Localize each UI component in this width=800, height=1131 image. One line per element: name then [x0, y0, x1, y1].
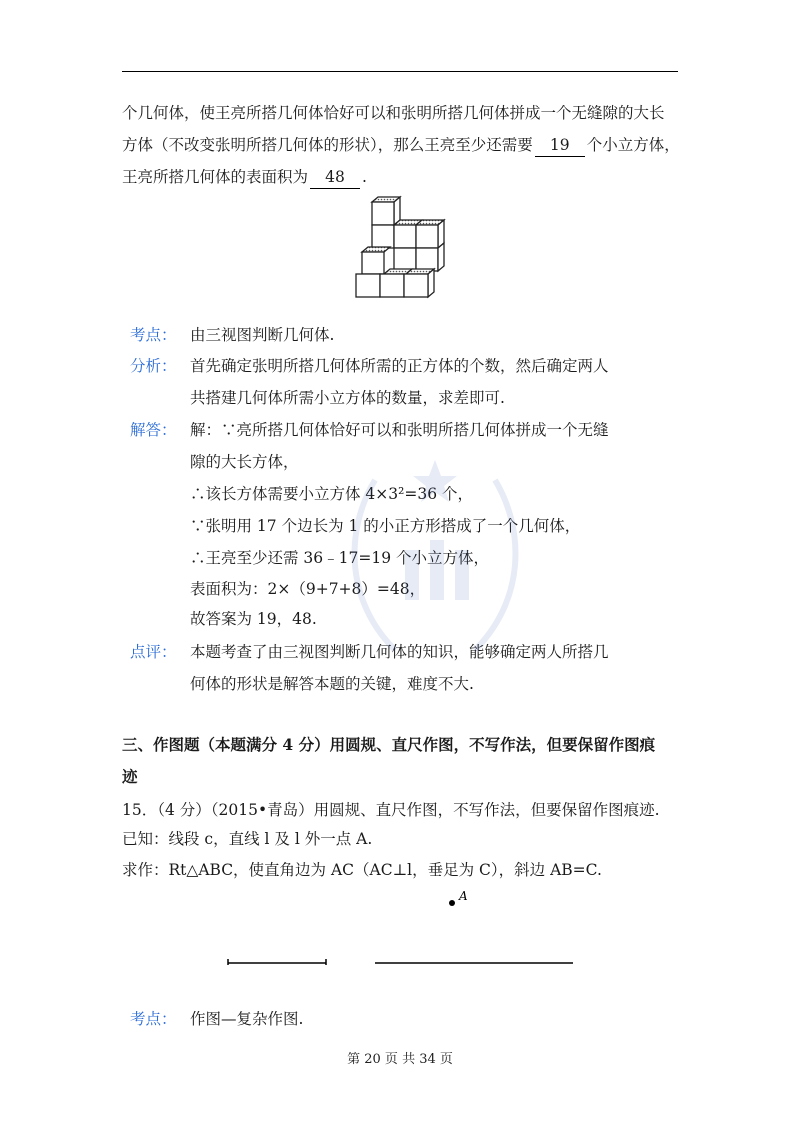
fenxi-line2: 共搭建几何体所需小立方体的数量，求差即可. — [190, 389, 505, 407]
answer-blank-2: 48 — [310, 166, 360, 189]
problem15-line2: 已知：线段 c，直线 l 及 l 外一点 A. — [122, 830, 373, 848]
cube-stack-figure — [350, 192, 450, 312]
jieda-line6: 表面积为：2×（9+7+8）=48， — [190, 580, 426, 598]
jieda-line4: ∵张明用 17 个边长为 1 的小正方形搭成了一个几何体， — [190, 517, 581, 535]
problem15-kaodian-text: 作图—复杂作图. — [190, 1010, 304, 1028]
dianping-label: 点评： — [130, 643, 177, 661]
problem14-line2-text-a: 方体（不改变张明所搭几何体的形状），那么王亮至少还需要 — [122, 136, 533, 154]
problem14-line3 — [122, 166, 367, 189]
section3-heading-line1: 三、作图题（本题满分 4 分）用圆规、直尺作图，不写作法，但要保留作图痕 — [122, 735, 656, 754]
construction-figure — [220, 885, 590, 975]
problem14-line2-text-b: 个小立方体， — [586, 136, 680, 154]
point-a-label: A — [459, 889, 468, 903]
fenxi-label: 分析： — [130, 357, 177, 375]
problem14-line3-text-b: . — [362, 168, 367, 186]
point-a-dot — [449, 900, 455, 906]
problem15-kaodian-label: 考点： — [130, 1010, 177, 1028]
dianping-line1: 本题考查了由三视图判断几何体的知识，能够确定两人所搭几 — [190, 643, 609, 661]
problem14-line3-text-a: 王亮所搭几何体的表面积为 — [122, 168, 309, 186]
jieda-label: 解答： — [130, 421, 177, 439]
fenxi-line1: 首先确定张明所搭几何体所需的正方体的个数，然后确定两人 — [190, 357, 609, 375]
problem14-line2 — [122, 134, 680, 157]
dianping-line2: 何体的形状是解答本题的关键，难度不大. — [190, 675, 474, 693]
section3-heading-line2: 迹 — [122, 767, 138, 786]
problem14-line1: 个几何体，使王亮所搭几何体恰好可以和张明所搭几何体拼成一个无缝隙的大长 — [122, 104, 665, 122]
watermark-emblem — [335, 440, 535, 690]
header-rule — [122, 71, 678, 72]
kaodian-text: 由三视图判断几何体. — [190, 326, 335, 344]
answer-blank-1: 19 — [535, 134, 585, 157]
segment-c — [228, 959, 326, 965]
page-footer: 第 20 页 共 34 页 — [347, 1052, 453, 1067]
problem15-line3: 求作：Rt△ABC，使直角边为 AC（AC⊥l，垂足为 C），斜边 AB=C. — [122, 861, 602, 879]
jieda-line2: 隙的大长方体， — [190, 453, 299, 471]
jieda-line1: 解：∵亮所搭几何体恰好可以和张明所搭几何体拼成一个无缝 — [190, 421, 609, 439]
jieda-line7: 故答案为 19，48. — [190, 610, 317, 628]
jieda-line3: ∴该长方体需要小立方体 4×3²=36 个， — [190, 485, 473, 503]
kaodian-label: 考点： — [130, 326, 177, 344]
jieda-line5: ∴王亮至少还需 36﹣17=19 个小立方体， — [190, 549, 490, 567]
problem15-line1: 15．（4 分）（2015•青岛）用圆规、直尺作图，不写作法，但要保留作图痕迹. — [122, 801, 660, 819]
